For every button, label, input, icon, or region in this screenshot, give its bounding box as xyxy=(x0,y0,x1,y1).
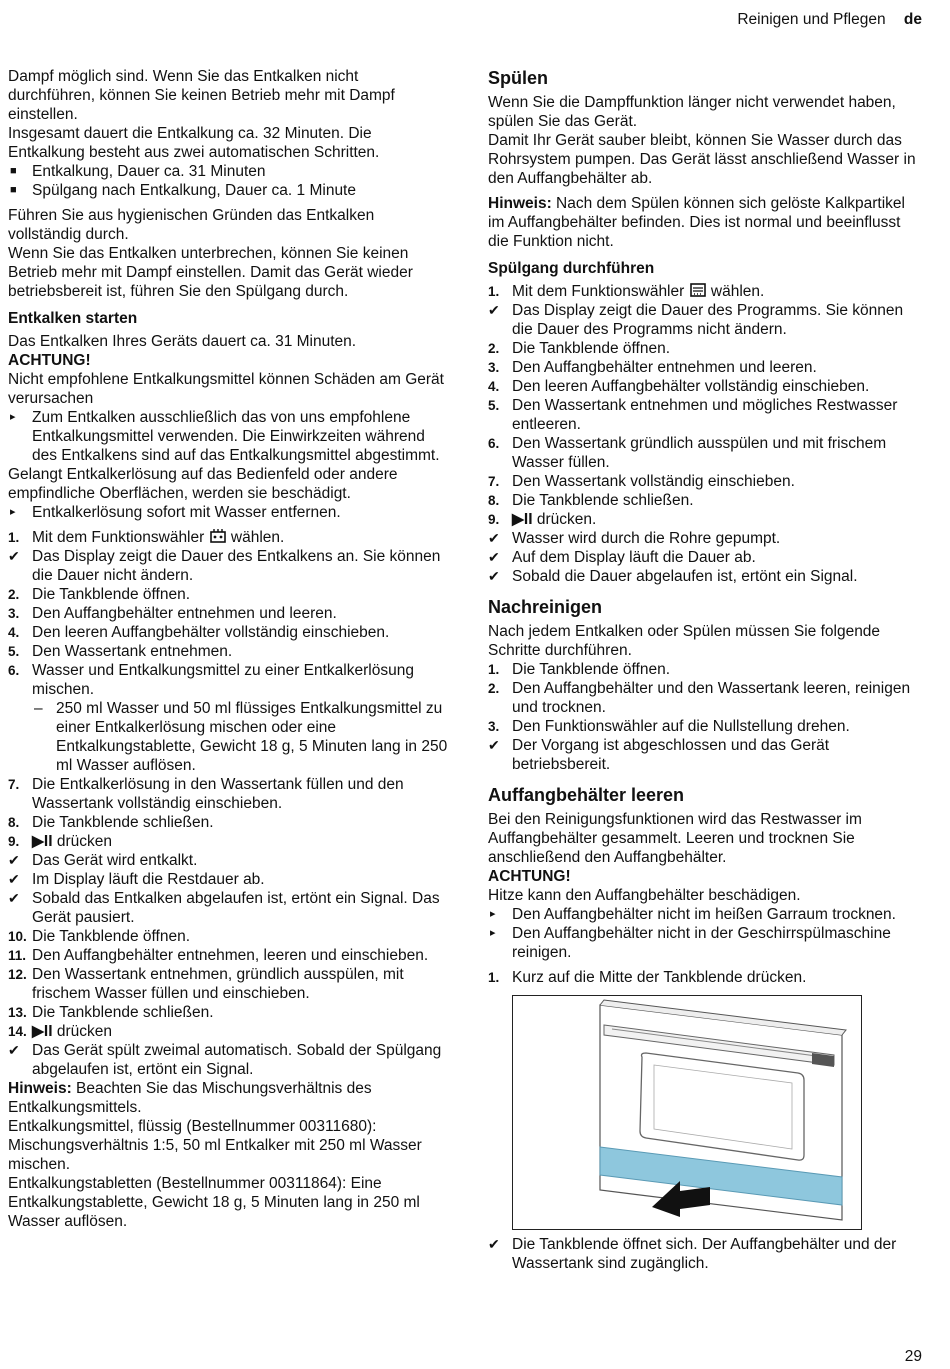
result-item: ✔ Wasser wird durch die Rohre gepumpt. xyxy=(488,530,781,547)
hint-paragraph: Hinweis: Nach dem Spülen können sich gelöste Kalkpartikel im Auffangbehälter befinden. Dies ist normal und beeinflusst die Funktion nicht. xyxy=(488,195,906,250)
step-item: 8. Die Tankblende schließen. xyxy=(8,814,214,831)
step-item: 10. Die Tankblende öffnen. xyxy=(8,928,190,945)
list-item: ▸ Den Auffangbehälter nicht in der Geschirrspülmaschine reinigen. xyxy=(490,925,891,961)
result-item: ✔ Auf dem Display läuft die Dauer ab. xyxy=(488,549,756,566)
paragraph: Hitze kann den Auffangbehälter beschädigen. xyxy=(488,887,801,904)
list-item: ▸ Entkalkerlösung sofort mit Wasser entfernen. xyxy=(10,504,341,521)
list-item: ■ Entkalkung, Dauer ca. 31 Minuten xyxy=(10,163,266,180)
rinse-icon xyxy=(689,282,707,298)
step-item: 6. Den Wassertank gründlich ausspülen und mit frischem Wasser füllen. xyxy=(488,435,887,471)
play-pause-icon: ▶II xyxy=(32,1023,53,1040)
oven-illustration xyxy=(512,995,862,1230)
result-item: ✔ Der Vorgang ist abgeschlossen und das Gerät betriebsbereit. xyxy=(488,737,830,773)
paragraph: Entkalkungstabletten (Bestellnummer 00311864): Eine Entkalkungstablette, Gewicht 18 g, 5 Minuten lang in 250 ml Wasser auflösen. xyxy=(8,1175,420,1230)
result-item: ✔ Die Tankblende öffnet sich. Der Auffangbehälter und der Wassertank sind zugänglich. xyxy=(488,1236,897,1272)
paragraph: Gelangt Entkalkerlösung auf das Bedienfeld oder andere empfindliche Oberflächen, werden sie beschädigt. xyxy=(8,466,398,502)
right-column xyxy=(488,67,922,1273)
check-icon: ✔ xyxy=(488,737,500,753)
step-item: 5. Den Wassertank entnehmen. xyxy=(8,643,233,660)
check-icon: ✔ xyxy=(8,890,20,906)
result-item: ✔ Das Gerät spült zweimal automatisch. Sobald der Spülgang abgelaufen ist, ertönt ein Signal. xyxy=(8,1042,442,1078)
step-item: 9. ▶II drücken. xyxy=(488,511,597,528)
step-item: 2. Die Tankblende öffnen. xyxy=(488,340,670,357)
list-item: ▸ Zum Entkalken ausschließlich das von uns empfohlene Entkalkungsmittel verwenden. Die Einwirkzeiten während des Entkalkens sind auf das Entkalkungsmittel abgestimmt. xyxy=(10,409,440,464)
triangle-bullet-icon: ▸ xyxy=(10,506,16,518)
paragraph: Nach jedem Entkalken oder Spülen müssen Sie folgende Schritte durchführen. xyxy=(488,623,881,659)
page-header xyxy=(737,10,922,29)
step-item: 2. Die Tankblende öffnen. xyxy=(8,586,190,603)
check-icon: ✔ xyxy=(8,852,20,868)
paragraph: Bei den Reinigungsfunktionen wird das Restwasser im Auffangbehälter gesammelt. Leeren und trocknen Sie anschließend den Auffangbehälter. xyxy=(488,811,862,866)
step-item: 3. Den Auffangbehälter entnehmen und leeren. xyxy=(488,359,817,376)
left-column xyxy=(8,67,448,1231)
check-icon: ✔ xyxy=(488,568,500,584)
step-item: 1. Mit dem Funktionswähler wählen. xyxy=(488,283,765,300)
result-item: ✔ Sobald das Entkalken abgelaufen ist, ertönt ein Signal. Das Gerät pausiert. xyxy=(8,890,440,926)
section-heading: Auffangbehälter leeren xyxy=(488,785,685,805)
play-pause-icon: ▶II xyxy=(512,511,533,528)
step-item: 2. Den Auffangbehälter und den Wassertank leeren, reinigen und trocknen. xyxy=(488,680,911,716)
paragraph: Insgesamt dauert die Entkalkung ca. 32 Minuten. Die Entkalkung besteht aus zwei automatischen Schritten. xyxy=(8,125,380,161)
triangle-bullet-icon: ▸ xyxy=(10,411,16,423)
step-item: 8. Die Tankblende schließen. xyxy=(488,492,694,509)
step-item: 9. ▶II drücken xyxy=(8,833,113,850)
check-icon: ✔ xyxy=(8,1042,20,1058)
paragraph: Nicht empfohlene Entkalkungsmittel können Schäden am Gerät verursachen xyxy=(8,371,444,407)
result-item: ✔ Das Display zeigt die Dauer des Programms. Sie können die Dauer des Programms nicht ändern. xyxy=(488,302,904,338)
check-icon: ✔ xyxy=(488,530,500,546)
step-item: 4. Den leeren Auffangbehälter vollständig einschieben. xyxy=(488,378,870,395)
paragraph: Wenn Sie das Entkalken unterbrechen, können Sie keinen Betrieb mehr mit Dampf einstellen. Damit das Gerät wieder betriebsbereit ist, führen Sie den Spülgang durch. xyxy=(8,245,413,300)
list-item: ■ Spülgang nach Entkalkung, Dauer ca. 1 Minute xyxy=(10,182,356,199)
step-item: 5. Den Wassertank entnehmen und mögliches Restwasser entleeren. xyxy=(488,397,898,433)
step-item: 3. Den Auffangbehälter entnehmen und leeren. xyxy=(8,605,337,622)
step-item: 14. ▶II drücken xyxy=(8,1023,113,1040)
step-item: 6. Wasser und Entkalkungsmittel zu einer Entkalkerlösung mischen. xyxy=(8,662,414,698)
result-item: ✔ Im Display läuft die Restdauer ab. xyxy=(8,871,265,888)
section-title: Reinigen und Pflegen xyxy=(737,11,886,28)
step-item: 7. Die Entkalkerlösung in den Wassertank füllen und den Wassertank vollständig einschieben. xyxy=(8,776,404,812)
check-icon: ✔ xyxy=(488,302,500,318)
section-heading: Nachreinigen xyxy=(488,597,603,617)
step-item: 7. Den Wassertank vollständig einschieben. xyxy=(488,473,795,490)
sub-item: – 250 ml Wasser und 50 ml flüssiges Entkalkungsmittel zu einer Entkalkerlösung mischen oder eine Entkalkungstablette, Gewicht 18 g, 5 Minuten lang in 250 ml Wasser auflösen. xyxy=(34,700,448,774)
section-heading: Entkalken starten xyxy=(8,310,138,327)
paragraph: Das Entkalken Ihres Geräts dauert ca. 31 Minuten. xyxy=(8,333,357,350)
check-icon: ✔ xyxy=(488,549,500,565)
result-item: ✔ Das Display zeigt die Dauer des Entkalkens an. Sie können die Dauer nicht ändern. xyxy=(8,548,441,584)
language-code: de xyxy=(903,11,922,28)
square-bullet-icon: ■ xyxy=(10,184,17,196)
page-number: 29 xyxy=(904,1348,922,1365)
result-item: ✔ Das Gerät wird entkalkt. xyxy=(8,852,198,869)
check-icon: ✔ xyxy=(8,871,20,887)
paragraph: Entkalkungsmittel, flüssig (Bestellnummer 00311680): Mischungsverhältnis 1:5, 50 ml Entkalker mit 250 ml Wasser mischen. xyxy=(8,1118,422,1173)
hint-paragraph: Hinweis: Beachten Sie das Mischungsverhältnis des Entkalkungsmittels. xyxy=(8,1080,372,1116)
step-item: 1. Kurz auf die Mitte der Tankblende drücken. xyxy=(488,969,807,986)
paragraph: Damit Ihr Gerät sauber bleibt, können Sie Wasser durch das Rohrsystem pumpen. Das Gerät lässt anschließend Wasser in den Auffangbehälter ab. xyxy=(488,132,916,187)
check-icon: ✔ xyxy=(8,548,20,564)
subsection-heading: Spülgang durchführen xyxy=(488,260,655,277)
triangle-bullet-icon: ▸ xyxy=(490,927,496,939)
dash-icon: – xyxy=(34,700,43,717)
square-bullet-icon: ■ xyxy=(10,165,17,177)
step-item: 11. Den Auffangbehälter entnehmen, leeren und einschieben. xyxy=(8,947,429,964)
step-item: 12. Den Wassertank entnehmen, gründlich ausspülen, mit frischem Wasser füllen und einschieben. xyxy=(8,966,404,1002)
warning-label: ACHTUNG! xyxy=(8,352,91,369)
paragraph: Führen Sie aus hygienischen Gründen das Entkalken vollständig durch. xyxy=(8,207,375,243)
step-item: 13. Die Tankblende schließen. xyxy=(8,1004,214,1021)
step-item: 1. Mit dem Funktionswähler wählen. xyxy=(8,529,285,546)
paragraph: Dampf möglich sind. Wenn Sie das Entkalken nicht durchführen, können Sie keinen Betrieb mehr mit Dampf einstellen. xyxy=(8,68,395,123)
warning-label: ACHTUNG! xyxy=(488,868,571,885)
triangle-bullet-icon: ▸ xyxy=(490,908,496,920)
play-pause-icon: ▶II xyxy=(32,833,53,850)
check-icon: ✔ xyxy=(488,1236,500,1252)
result-item: ✔ Sobald die Dauer abgelaufen ist, ertönt ein Signal. xyxy=(488,568,858,585)
step-item: 4. Den leeren Auffangbehälter vollständig einschieben. xyxy=(8,624,390,641)
step-item: 1. Die Tankblende öffnen. xyxy=(488,661,670,678)
paragraph: Wenn Sie die Dampffunktion länger nicht verwendet haben, spülen Sie das Gerät. xyxy=(488,94,896,130)
list-item: ▸ Den Auffangbehälter nicht im heißen Garraum trocknen. xyxy=(490,906,896,923)
section-heading: Spülen xyxy=(488,68,549,88)
step-item: 3. Den Funktionswähler auf die Nullstellung drehen. xyxy=(488,718,850,735)
descale-icon xyxy=(209,528,227,544)
